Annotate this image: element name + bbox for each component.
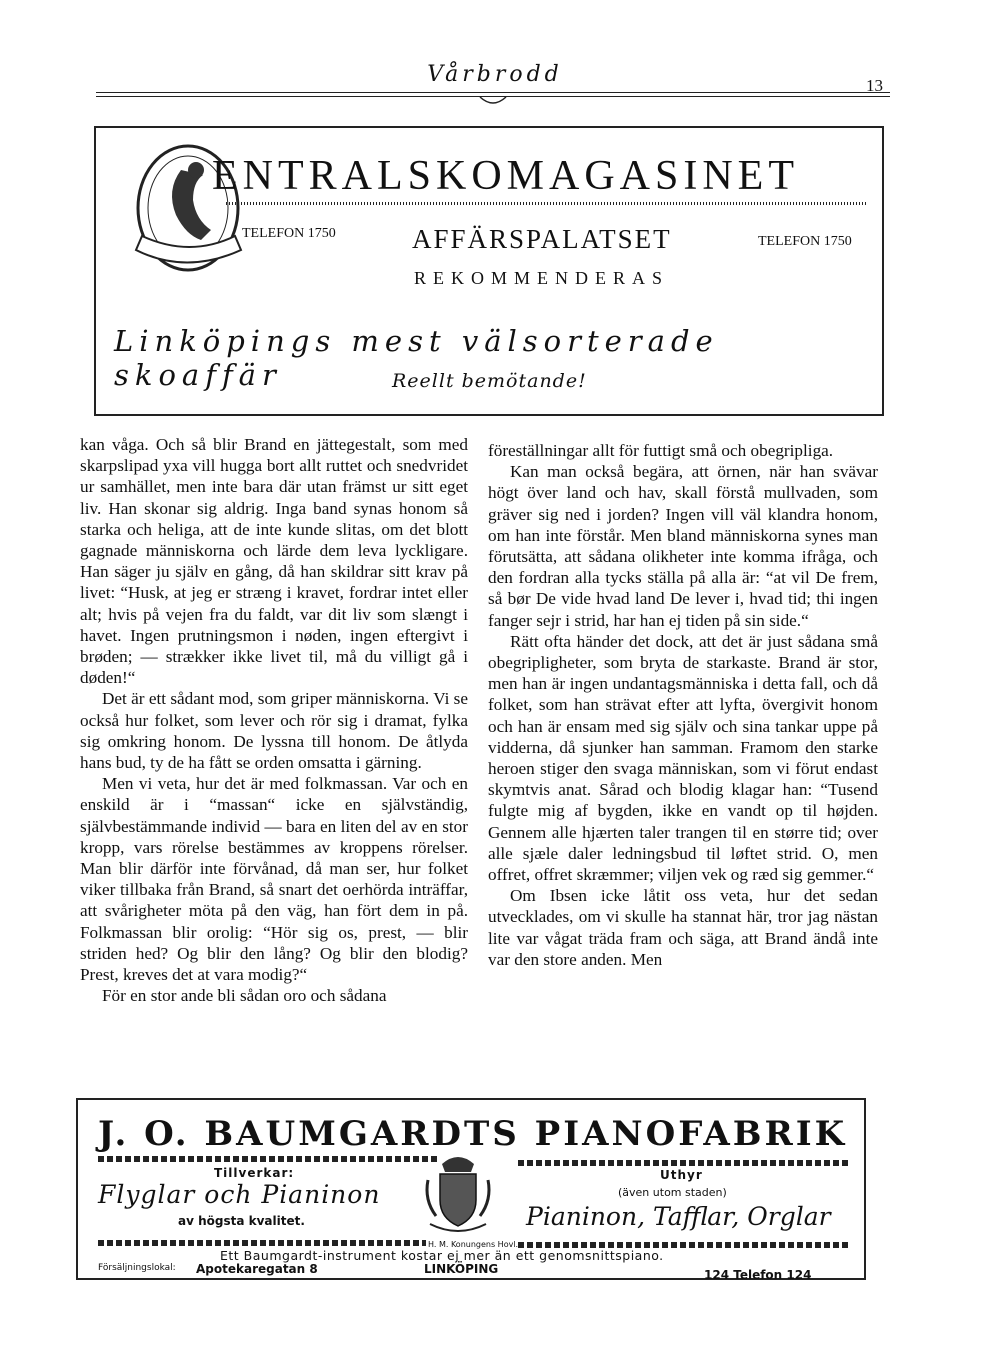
right-paragraph-3: Rätt ofta händer det dock, att det är just sådana små obegripligheter, som bryta de starkaste. Brand är stor, men han är ingen undantagsmänniska i detta fall, och då folket, som han strävat efter att lyfta, övergivit honom och han är ensam med sig själv och sina tankar uppe på vidderna, då sjunker han samman. Framom den starke heroen stiger den svaga människan, som vi förut endast skymtvis anat. Sårad och blodig klagar han: “Tusend fulgte mig af bygden, ikke en vandt op til højden. Gennem alle hjærten taler trangen til en større tid; over alle sjæle daler ledningsbud til løftet strid. O, men offret, offret skræmmer; viljen vek og ræd sig gemmer.“ (488, 631, 878, 885)
phone-left: TELEFON 1750 (242, 226, 336, 241)
shop-address: Apotekaregatan 8 (196, 1262, 318, 1276)
location-name: AFFÄRSPALATSET (412, 224, 672, 254)
rent-note: (även utom staden) (618, 1186, 727, 1199)
shoe-store-ad (94, 126, 884, 416)
makes-items: Flyglar och Pianinon (98, 1180, 381, 1209)
company-name: ENTRALSKOMAGASINET (212, 153, 799, 199)
recommend-text: REKOMMENDERAS (414, 268, 670, 288)
magazine-title: Vårbrodd (427, 62, 563, 87)
price-claim: Ett Baumgardt-instrument kostar ej mer än ett genomsnittspiano. (220, 1248, 664, 1263)
shop-city: LINKÖPING (424, 1262, 499, 1276)
article-column-right (488, 440, 878, 970)
divider-left-bottom (98, 1240, 426, 1246)
left-paragraph-2: Det är ett sådant mod, som griper människorna. Vi se också hur folket, som lever och rör sig i dramat, fylka sig omkring honom. De lyssna till honom. De åtlyda hans bud, ty de ha fått se orden omsatta i gärning. (80, 689, 468, 773)
right-paragraph-4: Om Ibsen icke låtit oss veta, hur det sedan utvecklades, om vi skulle ha stannat här, tror jag nästan lite var vågat träda fram och säga, att Brand ändå inte var den store anden. Men (488, 886, 878, 969)
divider-left-top (98, 1156, 438, 1162)
shop-label: Försäljningslokal: (98, 1263, 176, 1273)
rent-items: Pianinon, Tafflar, Orglar (526, 1202, 831, 1231)
right-paragraph-1: föreställningar allt för futtigt små och obegripliga. (488, 441, 834, 460)
left-paragraph-1: kan våga. Och så blir Brand en jättegestalt, som med skarpslipad yxa vill hugga bort allt ruttet och snedvridet ur samhället, men inte bara där utan främst ur sitt eget liv. Han skonar sig aldrig. Inga band synas honom så starka och heliga, att de inte kunde slitas, om det blott gagnade människorna och lärde dem leva lyckligare. Han säger ju själv en gång, då han skildrar sitt krav på livet: “Husk, at jeg er stræng i kravet, fordrar intet eller alt; hvis på vejen fra du faldt, var dit liv som slængt i havet. Ingen prutningsmon i nøden, ingen eftergivt i brøden; — strækker ikke livet til, må du villigt gå i døden!“ (80, 435, 468, 688)
shop-phone: 124 Telefon 124 (704, 1268, 812, 1282)
header-rule (96, 92, 890, 93)
header-ornament (478, 95, 508, 107)
piano-factory-title: J. O. BAUMGARDTS PIANOFABRIK (98, 1114, 848, 1154)
service-tagline: Reellt bemötande! (392, 370, 587, 392)
piano-factory-ad (76, 1098, 866, 1280)
store-slogan: Linköpings mest välsorterade skoaffär (114, 324, 719, 392)
company-rule (226, 202, 866, 205)
quality-note: av högsta kvalitet. (178, 1214, 305, 1228)
makes-label: Tillverkar: (214, 1166, 295, 1180)
phone-right: TELEFON 1750 (758, 234, 852, 249)
left-paragraph-3: Men vi veta, hur det är med folkmassan. Var och en enskild är i “massan“ icke en självständig, självbestämmande individ — bara en liten del av en stor kropp, vars rörelse bestämmes av kroppens rörelser. Man blir därför inte förvånad, då man ser, hur folket viker tillbaka från Brand, så snart det oerhörda inträffar, att svårigheter möta på den väg, han fört dem in på. Folkmassan blir orolig: “Hör sig os, prest, — blir striden hed? Og blir den lång? Og blir den blodig? Prest, kreves det at vara modig?“ (80, 774, 468, 985)
court-supplier: H. M. Konungens Hovl. (428, 1240, 519, 1249)
rent-label: Uthyr (660, 1168, 703, 1182)
page-number: 13 (866, 76, 883, 95)
divider-right-top (518, 1160, 848, 1166)
royal-crest-icon (422, 1150, 494, 1236)
left-paragraph-4: För en stor ande bli sådan oro och sådana (102, 986, 387, 1006)
article-column-left (80, 434, 468, 1006)
right-paragraph-2: Kan man också begära, att örnen, när han svävar högt över land och hav, skall förstå mullvaden, som gräver sig ned i jorden? Ingen vill väl klandra honom, om han inte förstår. Men bland människorna synes man förutsätta, att sådana olikheter inte komma ifråga, och den fordran alla tycks ställa på alla är: “at vil De frem, så bør De vide hvad land De lever i, hvad tid; thi ingen fanger sejr i strid, har han ej tiden på sin side.“ (488, 462, 878, 630)
